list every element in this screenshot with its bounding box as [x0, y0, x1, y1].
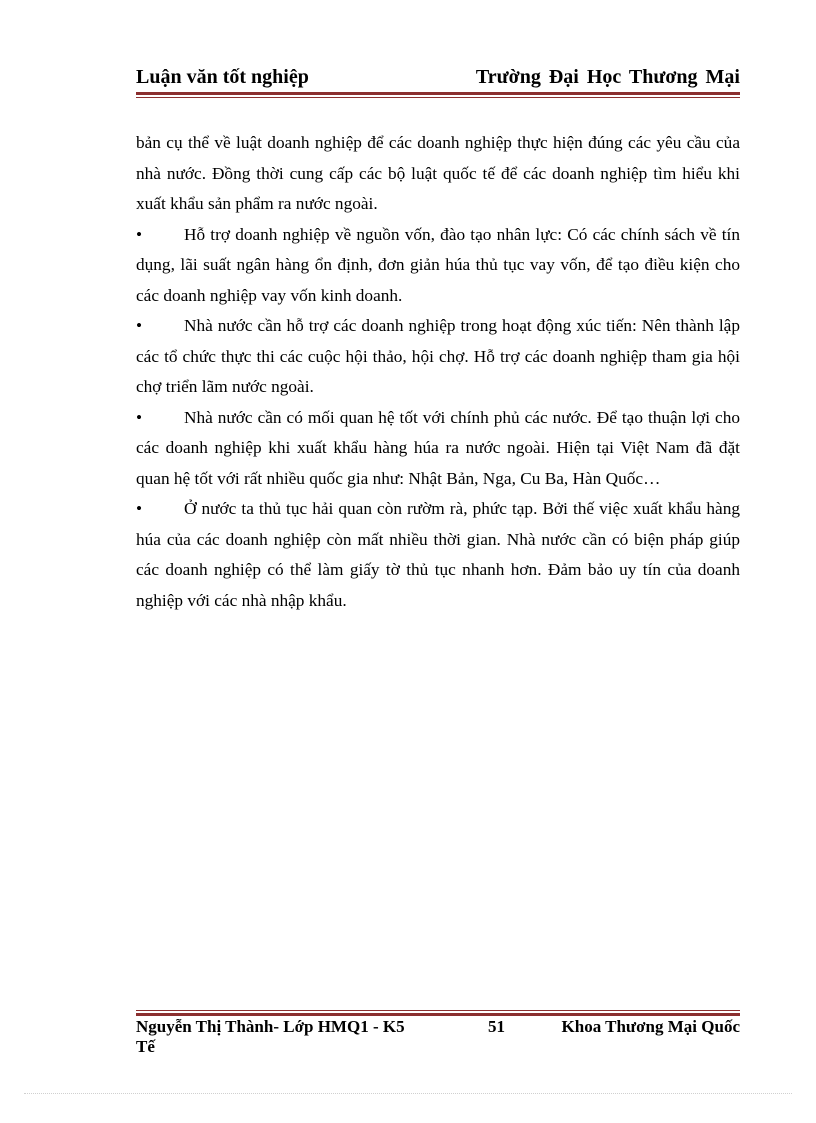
- bullet-icon: •: [136, 316, 143, 335]
- intro-paragraph: bản cụ thể về luật doanh nghiệp để các doanh nghiệp thực hiện đúng các yêu cầu của nhà nước. Đồng thời cung cấp các bộ luật quốc tế để các doanh nghiệp tìm hiểu khi xuất khẩu sản phẩm ra nước ngoài.: [136, 133, 740, 213]
- bullet-text: Nhà nước cần có mối quan hệ tốt với chính phủ các nước. Để tạo thuận lợi cho các doanh nghiệp khi xuất khẩu hàng húa ra nước ngoài. Hiện tại Việt Nam đã đặt quan hệ tốt với rất nhiều quốc gia như: Nhật Bản, Nga, Cu Ba, Hàn Quốc…: [136, 407, 740, 488]
- header-university-name: Trường Đại Học Thương Mại: [475, 66, 740, 88]
- bullet-item-1: [136, 220, 740, 312]
- page-bottom-border: [24, 1093, 792, 1094]
- footer-rule-thin: [136, 1010, 740, 1011]
- footer-author: Nguyễn Thị Thành- Lớp HMQ1 - K5: [136, 1017, 405, 1036]
- bullet-item-3: [136, 403, 740, 495]
- bullet-icon: •: [136, 407, 143, 427]
- header-thesis-title: Luận văn tốt nghiệp: [136, 66, 309, 88]
- header-rule-thick: [136, 92, 740, 95]
- page-footer: [136, 1017, 740, 1057]
- bullet-text: Hỗ trợ doanh nghiệp về nguồn vốn, đào tạo nhân lực: Có các chính sách về tín dụng, lãi suất ngân hàng ổn định, đơn giản húa thủ tục vay vốn, để tạo điều kiện cho các doanh nghiệp vay vốn kinh doanh.: [136, 224, 740, 305]
- footer-department: Khoa Thương Mại Quốc: [561, 1017, 740, 1036]
- bullet-item-4: [136, 494, 740, 616]
- page-number: 51: [488, 1017, 505, 1036]
- page-header: [136, 66, 740, 92]
- bullet-item-2: [136, 311, 740, 403]
- footer-rule-thick: [136, 1013, 740, 1016]
- bullet-icon: •: [136, 499, 143, 518]
- bullet-text: Nhà nước cần hỗ trợ các doanh nghiệp trong hoạt động xúc tiến: Nên thành lập các tổ chức thực thi các cuộc hội thảo, hội chợ. Hỗ trợ các doanh nghiệp tham gia hội chợ triển lãm nước ngoài.: [136, 316, 740, 396]
- body-text: [136, 128, 740, 616]
- bullet-icon: •: [136, 224, 143, 244]
- bullet-text: Ở nước ta thủ tục hải quan còn rườm rà, phức tạp. Bởi thế việc xuất khẩu hàng húa của các doanh nghiệp còn mất nhiều thời gian. Nhà nước cần có biện pháp giúp các doanh nghiệp có thể làm giấy tờ thủ tục nhanh hơn. Đảm bảo uy tín của doanh nghiệp với các nhà nhập khẩu.: [136, 499, 740, 610]
- footer-department-continued: Tế: [136, 1037, 155, 1056]
- header-rule-thin: [136, 97, 740, 98]
